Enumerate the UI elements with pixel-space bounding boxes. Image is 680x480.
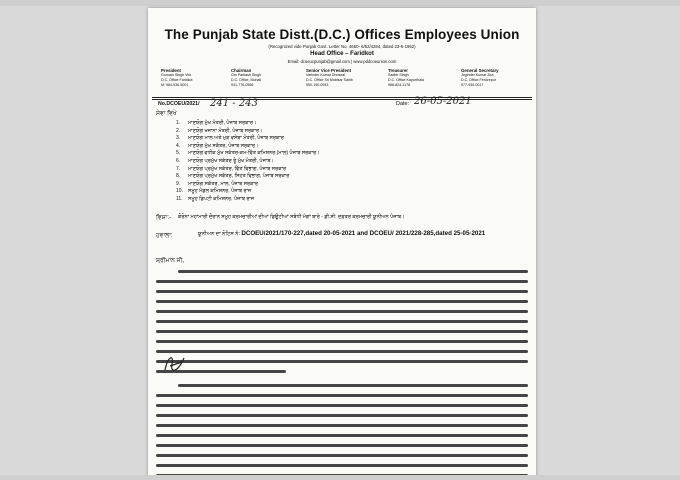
contact-line: Email: dcoeucpunjab@gmail.com | www.pddcoeunion.com xyxy=(287,59,397,64)
addressee-item: 7. ਮਾਣਯੋਗ ਪ੍ਰਮੁੱਖ ਸਕੱਤਰ, ਵਿੱਤ ਵਿਭਾਗ, ਪੰਜਾਬ ਸਰਕਾਰ xyxy=(176,165,287,172)
body-text-line xyxy=(156,320,528,323)
body-text-line xyxy=(156,310,528,313)
recognition-line: (Recognized vide Punjab Govt. Letter No. 4660- 6/52/4284, dated 23-6-1952) xyxy=(268,44,416,49)
union-title: The Punjab State Distt.(D.C.) Offices Employees Union xyxy=(164,27,520,42)
body-text-line xyxy=(156,454,528,457)
officer-phone: M: 964-936-5001 xyxy=(161,83,189,87)
subject-text: ਕੋਰੋਨਾ ਮਹਾਂਮਾਰੀ ਦੌਰਾਨ ਸਮੂਹ ਕਰਮਚਾਰੀਆਂ ਦੀਆਂ ਡਿਊਟੀਆਂ ਸਬੰਧੀ ਮੰਗਾਂ ਬਾਰੇ - ਡੀ.ਸੀ. ਦਫ਼ਤਰ ਕਰਮਚਾਰੀ ਯੂਨੀਅਨ ਪੰਜਾਬ। xyxy=(178,214,405,220)
officer-name: Joginder Kumar Zira xyxy=(461,73,494,77)
body-text-line xyxy=(156,340,528,343)
addressee-item: 5. ਮਾਣਯੋਗ ਵਧੀਕ ਮੁੱਖ ਸਕੱਤਰ-ਕਮ-ਵਿੱਤ ਕਮਿਸ਼ਨਰ (ਮਾਲ) ਪੰਜਾਬ ਸਰਕਾਰ। xyxy=(176,150,320,157)
body-text-line xyxy=(156,290,528,293)
bottom-border xyxy=(0,475,680,480)
officer-name: Om Parkash Singh xyxy=(231,73,262,77)
body-text-line xyxy=(156,464,528,467)
officer-office: D.C. Office Kapurthala xyxy=(388,78,424,82)
body-text-line xyxy=(178,270,528,273)
body-text-line xyxy=(156,330,528,333)
addressee-item: 9. ਮਾਣਯੋਗ ਸਕੱਤਰ, ਮਾਲ, ਪੰਜਾਬ ਸਰਕਾਰ xyxy=(176,180,259,187)
body-text-line xyxy=(156,444,528,447)
officer-role: Chairman xyxy=(231,68,252,73)
addressee-item: 11. ਸਮੂਹ ਡਿਪਟੀ ਕਮਿਸ਼ਨਰ, ਪੰਜਾਬ ਰਾਜ xyxy=(176,195,255,202)
officer-phone: 988-824-1178 xyxy=(388,83,411,87)
officer-phone: 977-930-0017 xyxy=(461,83,484,87)
officer-office: D.C. Office, Mohali xyxy=(231,78,262,82)
reference-handwritten: 241 - 243 xyxy=(210,98,258,109)
officer-name: Sadbir Singh xyxy=(388,73,409,77)
body-text-line xyxy=(156,394,528,397)
reference-letters: DCOEU/2021/170-227,dated 20-05-2021 and DCOEU/ 2021/228-285,dated 25-05-2021 xyxy=(241,230,486,237)
officer-phone: 941-776-0566 xyxy=(231,83,254,87)
header-divider-thin xyxy=(152,99,532,100)
officer-role: Treasurer xyxy=(388,68,409,73)
body-text-line xyxy=(156,404,528,407)
date-label: Date: xyxy=(396,101,410,107)
addressee-item: 10. ਸਮੂਹ ਮੰਡਲ ਕਮਿਸ਼ਨਰ, ਪੰਜਾਬ ਰਾਜ xyxy=(176,188,252,195)
header-divider xyxy=(152,97,532,98)
salutation: ਸ਼੍ਰੀਮਾਨ ਜੀ, xyxy=(156,258,184,264)
officer-general-secretary xyxy=(461,68,525,88)
body-text-line xyxy=(156,414,528,417)
signature-mark xyxy=(162,352,190,374)
officer-chairman xyxy=(231,68,295,88)
officer-office: D.C. Office Faridkot xyxy=(161,78,193,82)
body-text-line xyxy=(178,384,528,387)
body-text-line xyxy=(156,300,528,303)
date-handwritten: 26-05-2021 xyxy=(414,96,472,107)
sewa-vikhe: ਸੇਵਾ ਵਿਖੇ xyxy=(156,111,177,117)
body-text-line xyxy=(156,360,528,363)
reference-number: No.DCOEU/2021/ xyxy=(158,101,200,107)
addressee-item: 6. ਮਾਣਯੋਗ ਪ੍ਰਮੁੱਖ ਸਕੱਤਰ ਤੂੰ ਮੁੱਖ ਮੰਤਰੀ, ਪੰਜਾਬ। xyxy=(176,157,274,164)
reference-prefix: ਯੂਨੀਅਨ ਦਾ ਨੋਟਿਸ ਨੰ: xyxy=(198,231,240,237)
officer-treasurer xyxy=(388,68,452,88)
addressee-item: 4. ਮਾਣਯੋਗ ਮੁੱਖ ਸਕੱਤਰ, ਪੰਜਾਬ ਸਰਕਾਰ। xyxy=(176,142,259,149)
addressee-list xyxy=(176,120,506,204)
addressee-item: 2. ਮਾਣਯੋਗ ਖਜ਼ਾਨਾ ਮੰਤਰੀ, ਪੰਜਾਬ ਸਰਕਾਰ। xyxy=(176,127,263,134)
reference-text xyxy=(198,230,518,238)
officer-role: Senior Vice President xyxy=(306,68,352,73)
top-border xyxy=(0,0,680,6)
officer-role: President xyxy=(161,68,182,73)
body-text-line xyxy=(156,424,528,427)
officer-phone: 950-190-0943 xyxy=(306,83,329,87)
body-text-line xyxy=(156,434,528,437)
officer-role: General Secretary xyxy=(461,68,499,73)
subject-label: ਵਿਸ਼ਾ:- xyxy=(156,215,172,221)
body-text-line xyxy=(156,350,528,353)
officer-office: D.C. Office Sri Muktsar Sahib xyxy=(306,78,353,82)
document-page xyxy=(148,8,536,480)
reference-label: ਹਵਾਲਾ: xyxy=(156,233,173,239)
head-office: Head Office – Faridkot xyxy=(310,51,374,57)
officer-name: Varinder Kumar Dhoseal xyxy=(306,73,346,77)
officer-name: Gurnam Singh Virk xyxy=(161,73,192,77)
officer-senior-vice-president xyxy=(306,68,370,88)
addressee-item: 1. ਮਾਣਯੋਗ ਮੁੱਖ ਮੰਤਰੀ, ਪੰਜਾਬ ਸਰਕਾਰ। xyxy=(176,120,257,126)
addressee-item: 8. ਮਾਣਯੋਗ ਪ੍ਰਮੁੱਖ ਸਕੱਤਰ, ਸਿਹਤ ਵਿਭਾਗ, ਪੰਜਾਬ ਸਰਕਾਰ xyxy=(176,173,290,180)
officer-president xyxy=(161,68,225,88)
officer-office: D.C. Office Ferozepur xyxy=(461,78,496,82)
body-text-line xyxy=(156,280,528,283)
addressee-item: 3. ਮਾਣਯੋਗ ਮਾਲ ਅਤੇ ਮੁੜ ਵਸੇਬਾ ਮੰਤਰੀ, ਪੰਜਾਬ ਸਰਕਾਰ xyxy=(176,135,284,142)
